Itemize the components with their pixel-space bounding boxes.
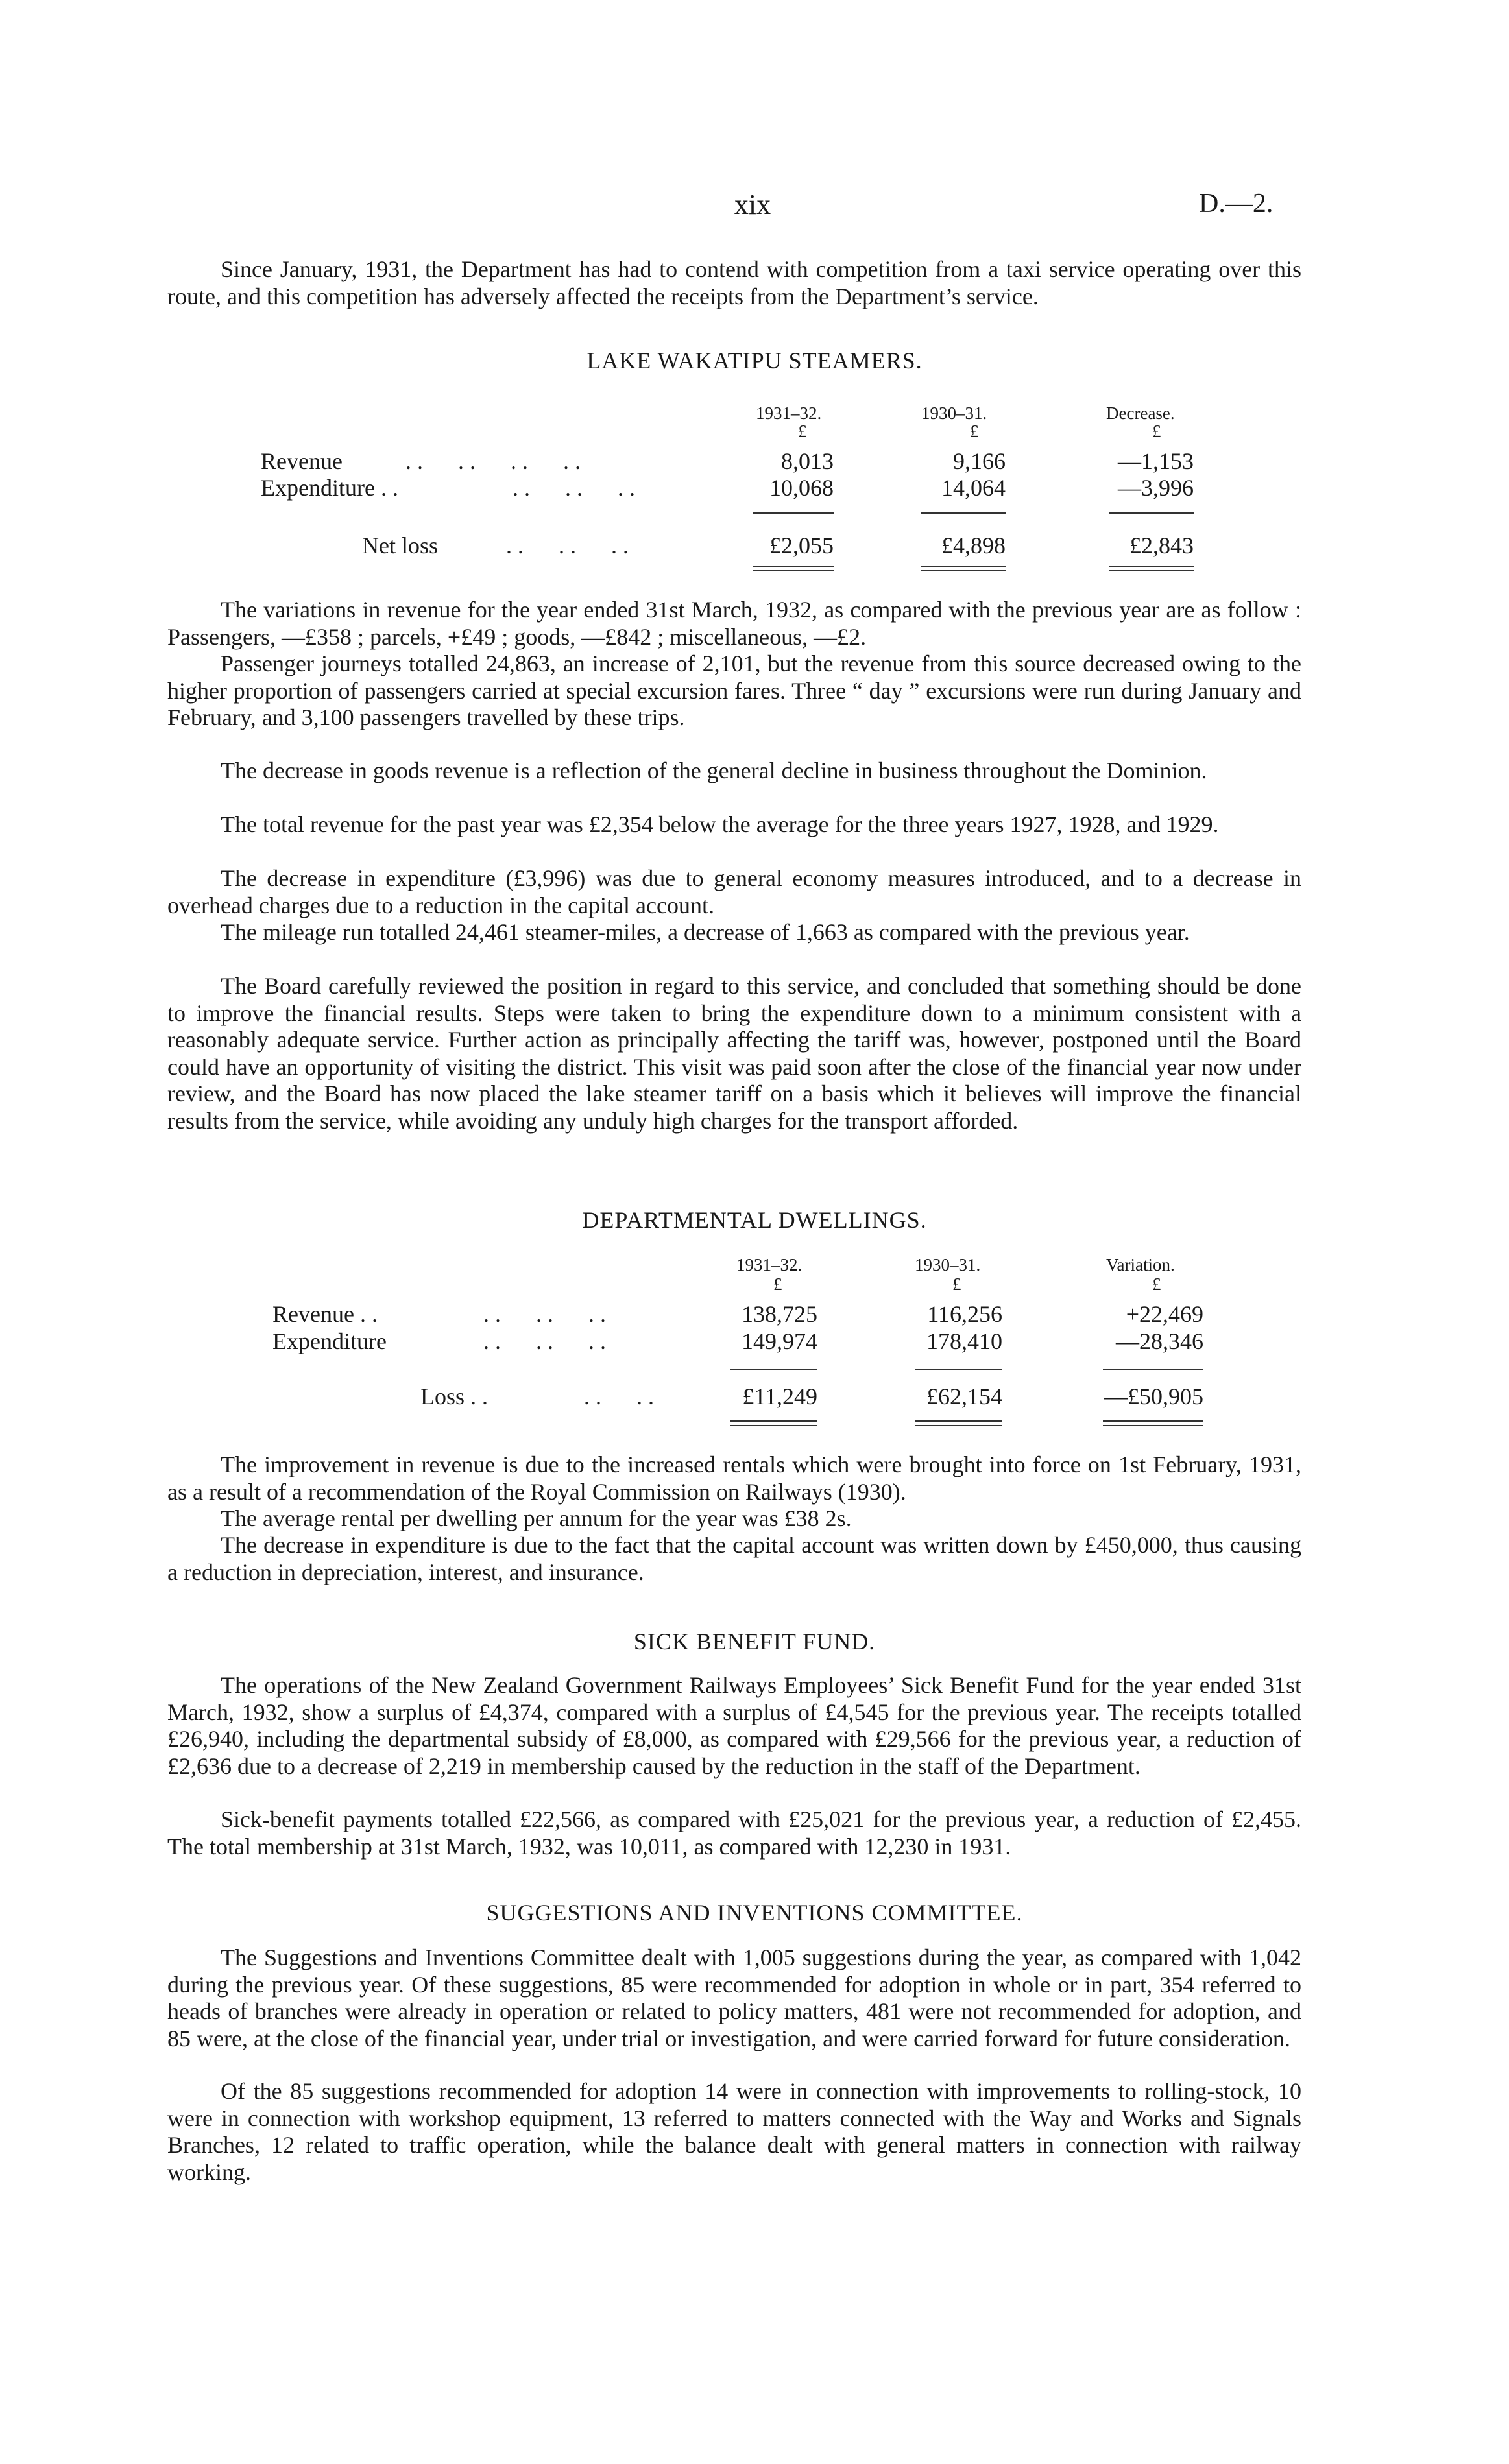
table-cell: £4,898 xyxy=(941,532,1006,558)
sick-fund-paragraph: The operations of the New Zealand Government Railways Employees’ Sick Benefit Fund for the year ended 31st March, 1932, show a surplus of £4,374, compared with a surplus of £4,545 for the previous year. The receipts totalled £26,940, including the departmental subsidy of £8,000, as compared with £29,566 for the previous year, a reduction of £2,636 due to a decrease of 2,219 in membership caused by the reduction in the staff of the Department. xyxy=(167,1672,1301,1779)
dwellings-paragraph: The average rental per dwelling per annum for the year was £38 2s. xyxy=(221,1505,852,1531)
sick-fund-paragraph: Sick-benefit payments totalled £22,566, as compared with £25,021 for the previous year, a reduction of £2,455. The total membership at 31st March, 1932, was 10,011, as compared with 12,230 in 1931. xyxy=(167,1806,1301,1860)
total-double-rule xyxy=(921,566,1006,571)
total-double-rule xyxy=(1103,1420,1203,1426)
dot-leaders: . . . . . . xyxy=(483,1301,606,1327)
section-title-suggestions: SUGGESTIONS AND INVENTIONS COMMITTEE. xyxy=(486,1900,1023,1926)
column-header: 1931–32. xyxy=(756,403,822,423)
column-header: Decrease. xyxy=(1106,403,1175,423)
total-double-rule xyxy=(730,1420,817,1426)
dot-leaders: . . . . . . . . xyxy=(405,448,581,474)
subtotal-rule xyxy=(1103,1369,1203,1370)
table-cell: £11,249 xyxy=(742,1383,817,1409)
unit-label: £ xyxy=(1152,1274,1161,1294)
table-cell: 178,410 xyxy=(926,1328,1002,1354)
section-title-dwellings: DEPARTMENTAL DWELLINGS. xyxy=(582,1207,927,1233)
dot-leaders: . . . . . . xyxy=(513,475,635,501)
table-cell: 14,064 xyxy=(941,475,1006,501)
table-cell: £2,843 xyxy=(1129,532,1194,558)
subtotal-rule xyxy=(921,512,1006,514)
unit-label: £ xyxy=(1152,422,1161,441)
table-cell: 138,725 xyxy=(742,1301,817,1327)
intro-paragraph: Since January, 1931, the Department has had to contend with competition from a taxi service operating over this route, and this competition has adversely affected the receipts from the Department’s service. xyxy=(167,256,1301,309)
page-number: xix xyxy=(734,189,771,221)
table-cell: —3,996 xyxy=(1118,475,1194,501)
row-label: Revenue . . xyxy=(272,1301,378,1327)
table-cell: £62,154 xyxy=(926,1383,1002,1409)
subtotal-rule xyxy=(753,512,834,514)
dot-leaders: . . . . xyxy=(584,1383,654,1409)
suggestions-paragraph: The Suggestions and Inventions Committee dealt with 1,005 suggestions during the year, as compared with 1,042 during the previous year. Of these suggestions, 85 were recommended for adoption in whole or in part, 354 referred to heads of branches were already in operation or related to policy matters, 481 were not recommended for adoption, and 85 were, at the close of the financial year, under trial or investigation, and were carried forward for future consideration. xyxy=(167,1944,1301,2051)
steamers-paragraph: The decrease in goods revenue is a reflection of the general decline in business throughout the Dominion. xyxy=(221,758,1207,783)
subtotal-rule xyxy=(730,1369,817,1370)
total-double-rule xyxy=(753,566,834,571)
dwellings-paragraph: The improvement in revenue is due to the increased rentals which were brought into force on 1st February, 1931, as a result of a recommendation of the Royal Commission on Railways (1930). xyxy=(167,1452,1301,1505)
table-cell: 9,166 xyxy=(953,448,1006,474)
row-label: Expenditure . . xyxy=(261,475,398,501)
row-label: Expenditure xyxy=(272,1328,387,1354)
total-label: Net loss xyxy=(362,532,438,558)
document-reference: D.—2. xyxy=(1199,189,1274,219)
total-double-rule xyxy=(1109,566,1194,571)
unit-label: £ xyxy=(952,1274,961,1294)
unit-label: £ xyxy=(798,422,807,441)
table-cell: 149,974 xyxy=(742,1328,817,1354)
table-cell: +22,469 xyxy=(1126,1301,1203,1327)
table-cell: 10,068 xyxy=(769,475,834,501)
column-header: 1931–32. xyxy=(736,1255,803,1274)
steamers-paragraph: The Board carefully reviewed the position in regard to this service, and concluded that something should be done to improve the financial results. Steps were taken to bring the expenditure down to a minimum consistent with a reasonably adequate service. Further action as principally affecting the tariff was, however, postponed until the Board could have an opportunity of visiting the district. This visit was paid soon after the close of the financial year now under review, and the Board has now placed the lake steamer tariff on a basis which it believes will improve the financial results from the service, while avoiding any unduly high charges for the transport afforded. xyxy=(167,973,1301,1134)
steamers-paragraph: The total revenue for the past year was £2,354 below the average for the three years 1927, 1928, and 1929. xyxy=(221,811,1219,837)
table-cell: —£50,905 xyxy=(1104,1383,1203,1409)
dwellings-paragraph: The decrease in expenditure is due to the fact that the capital account was written down by £450,000, thus causing a reduction in depreciation, interest, and insurance. xyxy=(167,1532,1301,1585)
subtotal-rule xyxy=(915,1369,1002,1370)
total-label: Loss . . xyxy=(420,1383,489,1409)
unit-label: £ xyxy=(773,1274,782,1294)
steamers-paragraph: The decrease in expenditure (£3,996) was due to general economy measures introduced, and to a decrease in overhead charges due to a reduction in the capital account. xyxy=(167,865,1301,918)
dot-leaders: . . . . . . xyxy=(506,532,629,558)
column-header: Variation. xyxy=(1106,1255,1175,1274)
subtotal-rule xyxy=(1109,512,1194,514)
table-cell: —28,346 xyxy=(1116,1328,1203,1354)
steamers-paragraph: Passenger journeys totalled 24,863, an increase of 2,101, but the revenue from this source decreased owing to the higher proportion of passengers carried at special excursion fares. Three “ day ” excursions were run during January and February, and 3,100 passengers travelled by these trips. xyxy=(167,651,1301,730)
steamers-paragraph: The variations in revenue for the year ended 31st March, 1932, as compared with the previous year are as follow : Passengers, —£358 ; parcels, +£49 ; goods, —£842 ; miscellaneous, —£2. xyxy=(167,597,1301,650)
table-cell: 8,013 xyxy=(781,448,834,474)
row-label: Revenue xyxy=(261,448,343,474)
dot-leaders: . . . . . . xyxy=(483,1328,606,1354)
steamers-paragraph: The mileage run totalled 24,461 steamer-miles, a decrease of 1,663 as compared with the previous year. xyxy=(221,919,1190,945)
total-double-rule xyxy=(915,1420,1002,1426)
table-cell: £2,055 xyxy=(769,532,834,558)
column-header: 1930–31. xyxy=(915,1255,981,1274)
table-cell: 116,256 xyxy=(927,1301,1002,1327)
suggestions-paragraph: Of the 85 suggestions recommended for adoption 14 were in connection with improvements to rolling-stock, 10 were in connection with workshop equipment, 13 referred to matters connected with the Way and Works and Signals Branches, 12 related to traffic operation, while the balance dealt with general matters in connection with railway working. xyxy=(167,2078,1301,2185)
table-cell: —1,153 xyxy=(1118,448,1194,474)
section-title-sick-benefit: SICK BENEFIT FUND. xyxy=(633,1629,876,1655)
unit-label: £ xyxy=(970,422,979,441)
column-header: 1930–31. xyxy=(921,403,987,423)
section-title-steamers: LAKE WAKATIPU STEAMERS. xyxy=(586,348,923,374)
